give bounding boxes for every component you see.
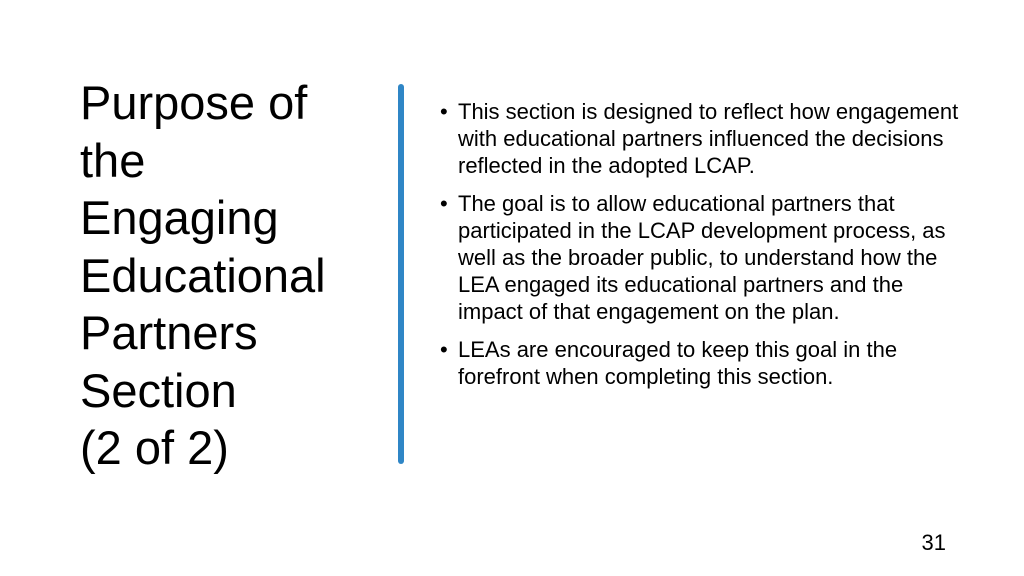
bullet-dot-icon: • [440,191,448,216]
title-line: Section [80,363,237,417]
bullet-text: The goal is to allow educational partners that participated in the LCAP development process, as well as the broader public, to understand how the LEA engaged its educational partners and the impact of that engagement on the plan. [458,191,946,324]
title-line: Educational [80,248,326,302]
bullet-item [440,98,960,179]
bullet-text: This section is designed to reflect how engagement with educational partners influenced the decisions reflected in the adopted LCAP. [458,99,959,178]
title-line: the [80,133,146,187]
slide-title [80,74,380,477]
bullet-list [440,98,960,401]
bullet-item [440,336,960,390]
bullet-item [440,190,960,325]
vertical-divider [398,84,404,464]
title-line: Purpose of [80,76,308,129]
bullet-text: LEAs are encouraged to keep this goal in the forefront when completing this section. [458,337,898,389]
title-line: Engaging [80,191,279,244]
bullet-dot-icon: • [440,99,448,124]
bullet-dot-icon: • [440,337,448,362]
slide-number: 31 [921,530,946,555]
title-line: Partners [80,306,258,359]
title-line: (2 of 2) [80,421,229,474]
